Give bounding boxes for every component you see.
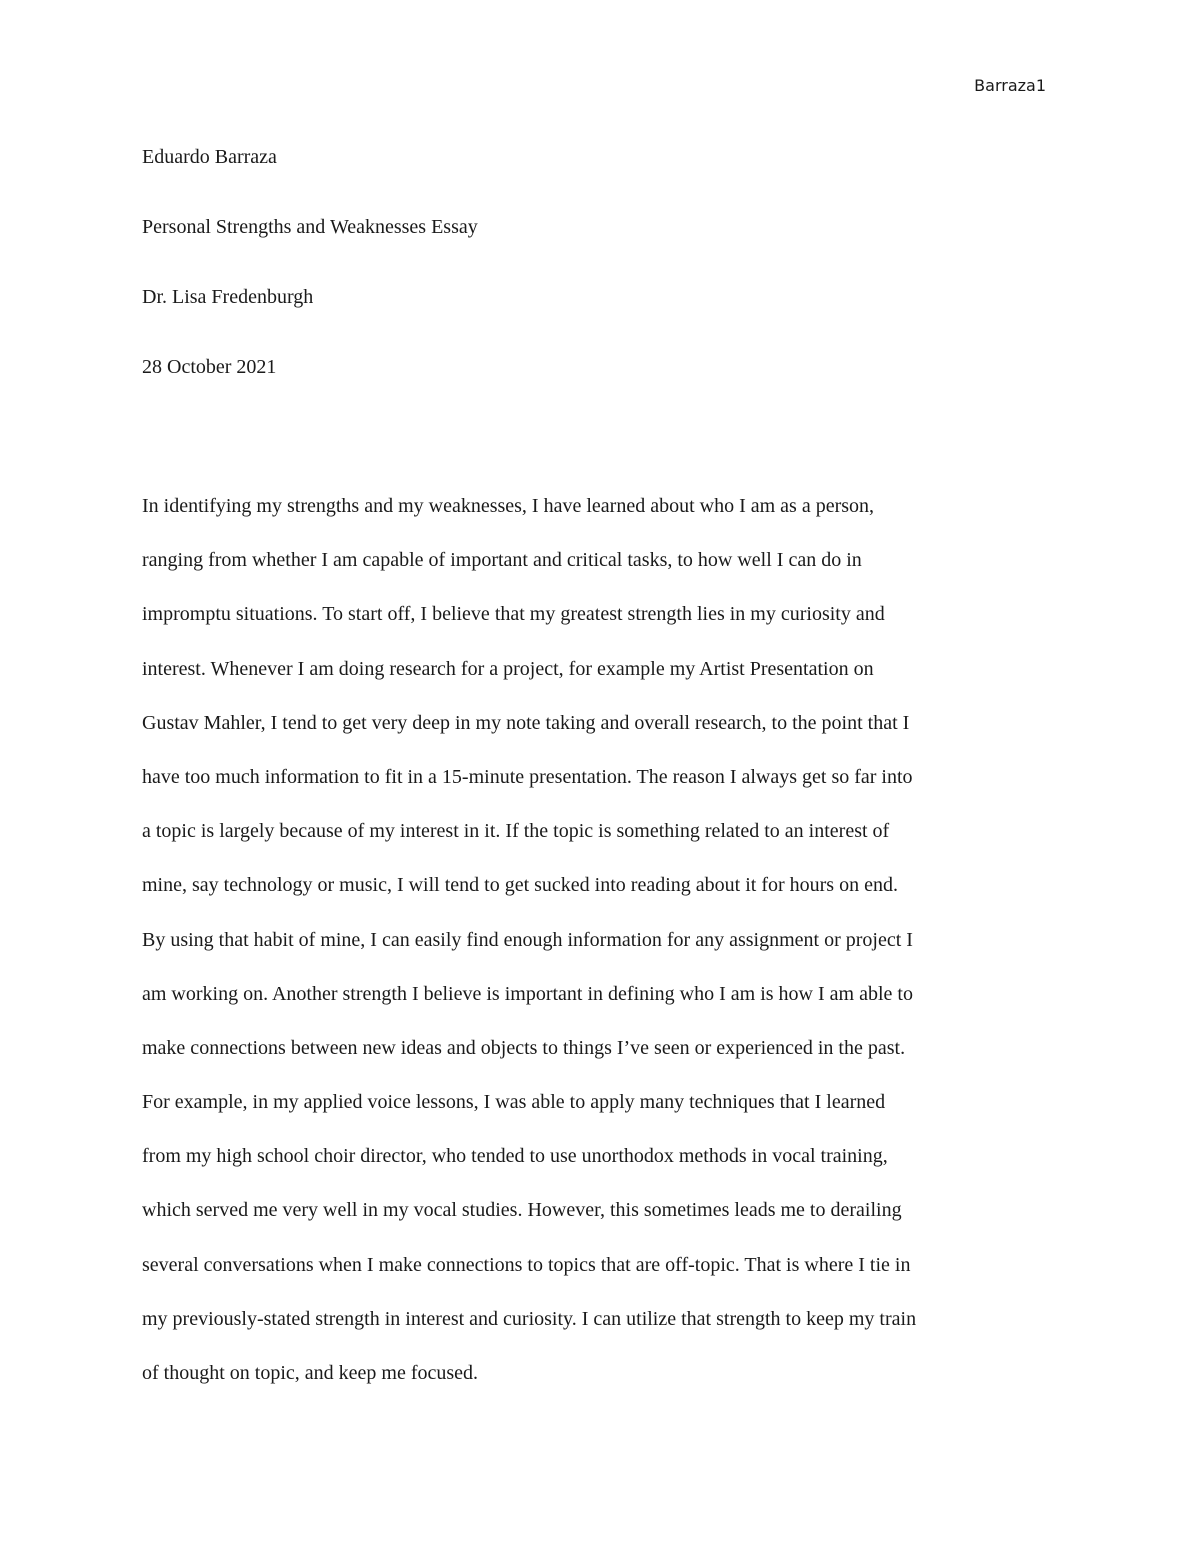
- body-line: make connections between new ideas and objects to things I’ve seen or experienced in the past.: [142, 1036, 906, 1059]
- body-line: In identifying my strengths and my weaknesses, I have learned about who I am as a person,: [142, 495, 875, 517]
- heading-block: [142, 142, 1062, 422]
- body-line: my previously-stated strength in interest and curiosity. I can utilize that strength to keep my train: [142, 1307, 917, 1330]
- body-line: am working on. Another strength I believe is important in defining who I am is how I am able to: [142, 982, 913, 1005]
- body-line: interest. Whenever I am doing research for a project, for example my Artist Presentation on: [142, 657, 874, 680]
- body-line: ranging from whether I am capable of important and critical tasks, to how well I can do in: [142, 549, 862, 572]
- body-line: several conversations when I make connections to topics that are off-topic. That is where I tie in: [142, 1253, 911, 1276]
- essay-date: 28 October 2021: [142, 356, 277, 378]
- essay-title: Personal Strengths and Weaknesses Essay: [142, 216, 478, 238]
- body-line: a topic is largely because of my interest in it. If the topic is something related to an interest of: [142, 820, 890, 843]
- body-line: impromptu situations. To start off, I believe that my greatest strength lies in my curiosity and: [142, 603, 885, 626]
- body-line: from my high school choir director, who tended to use unorthodox methods in vocal training,: [142, 1145, 888, 1168]
- author-name: Eduardo Barraza: [142, 146, 277, 168]
- body-line: have too much information to fit in a 15-minute presentation. The reason I always get so far into: [142, 765, 913, 788]
- body-line: Gustav Mahler, I tend to get very deep in my note taking and overall research, to the point that I: [142, 711, 910, 734]
- running-head: Barraza1: [974, 76, 1046, 95]
- body-line: of thought on topic, and keep me focused.: [142, 1362, 479, 1384]
- body-line: By using that habit of mine, I can easily find enough information for any assignment or project I: [142, 928, 913, 951]
- body-line: mine, say technology or music, I will tend to get sucked into reading about it for hours on end.: [142, 874, 898, 897]
- essay-body: [142, 488, 1062, 1409]
- body-line: For example, in my applied voice lessons, I was able to apply many techniques that I learned: [142, 1091, 886, 1114]
- instructor-name: Dr. Lisa Fredenburgh: [142, 286, 314, 308]
- body-line: which served me very well in my vocal studies. However, this sometimes leads me to derailing: [142, 1199, 902, 1222]
